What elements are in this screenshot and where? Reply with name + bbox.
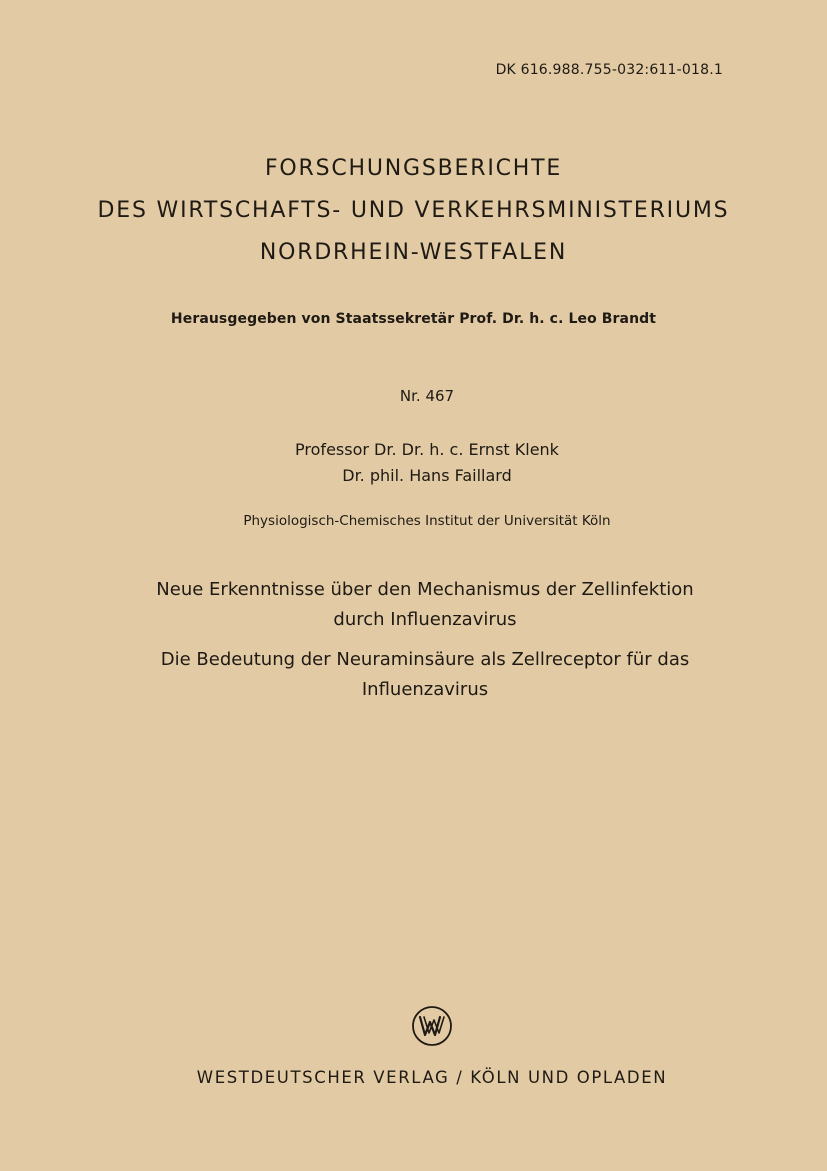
- title-1-line-2: durch Influenzavirus: [333, 609, 517, 630]
- series-title: [0, 148, 827, 274]
- series-title-line-2: DES WIRTSCHAFTS- UND VERKEHRSMINISTERIUMS: [97, 198, 730, 223]
- editor-line: Herausgegeben von Staatssekretär Prof. Dr. h. c. Leo Brandt: [170, 311, 657, 327]
- title-2: [0, 645, 827, 705]
- series-title-line-1: FORSCHUNGSBERICHTE: [264, 156, 563, 181]
- work-titles: [0, 575, 827, 705]
- institute: Physiologisch-Chemisches Institut der Universität Köln: [243, 513, 611, 529]
- title-2-line-1: Die Bedeutung der Neuraminsäure als Zellreceptor für das: [160, 649, 690, 670]
- classification-code: DK 616.988.755-032:611-018.1: [495, 62, 723, 78]
- title-1: [0, 575, 827, 635]
- author-1: Professor Dr. Dr. h. c. Ernst Klenk: [295, 440, 559, 459]
- title-2-line-2: Influenzavirus: [361, 679, 489, 700]
- series-title-line-3: NORDRHEIN-WESTFALEN: [259, 240, 568, 265]
- publisher-imprint: WESTDEUTSCHER VERLAG / KÖLN UND OPLADEN: [196, 1068, 668, 1087]
- authors: [0, 437, 827, 489]
- volume-number: Nr. 467: [399, 387, 455, 405]
- author-2: Dr. phil. Hans Faillard: [342, 466, 512, 485]
- publisher-logo-icon: [411, 1005, 453, 1047]
- title-1-line-1: Neue Erkenntnisse über den Mechanismus der Zellinfektion: [156, 579, 694, 600]
